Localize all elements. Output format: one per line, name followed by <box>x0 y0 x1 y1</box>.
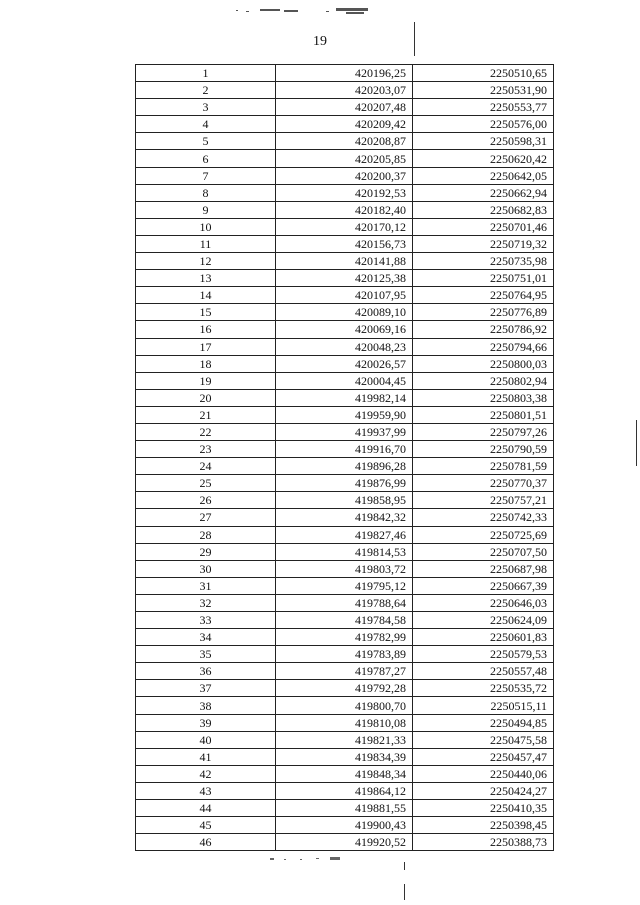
table-row <box>136 475 554 492</box>
point-number-cell: 1 <box>136 65 276 82</box>
x-coordinate-cell: 420207,48 <box>276 99 413 116</box>
table-row <box>136 372 554 389</box>
y-coordinate-cell: 2250646,03 <box>413 594 554 611</box>
coordinates-table-body <box>136 65 554 851</box>
y-coordinate-cell: 2250598,31 <box>413 133 554 150</box>
x-coordinate-cell: 419787,27 <box>276 663 413 680</box>
point-number-cell: 43 <box>136 782 276 799</box>
point-number-cell: 33 <box>136 612 276 629</box>
coordinates-table <box>135 64 554 851</box>
point-number-cell: 29 <box>136 543 276 560</box>
y-coordinate-cell: 2250553,77 <box>413 99 554 116</box>
y-coordinate-cell: 2250457,47 <box>413 748 554 765</box>
table-row <box>136 406 554 423</box>
y-coordinate-cell: 2250576,00 <box>413 116 554 133</box>
point-number-cell: 4 <box>136 116 276 133</box>
scan-artifact-line <box>404 862 405 870</box>
y-coordinate-cell: 2250794,66 <box>413 338 554 355</box>
x-coordinate-cell: 419896,28 <box>276 458 413 475</box>
scan-artifact-line <box>404 884 405 900</box>
x-coordinate-cell: 420209,42 <box>276 116 413 133</box>
x-coordinate-cell: 419842,32 <box>276 509 413 526</box>
table-row <box>136 355 554 372</box>
y-coordinate-cell: 2250764,95 <box>413 287 554 304</box>
point-number-cell: 15 <box>136 304 276 321</box>
point-number-cell: 37 <box>136 680 276 697</box>
x-coordinate-cell: 419858,95 <box>276 492 413 509</box>
y-coordinate-cell: 2250687,98 <box>413 560 554 577</box>
table-row <box>136 235 554 252</box>
x-coordinate-cell: 420141,88 <box>276 253 413 270</box>
x-coordinate-cell: 419982,14 <box>276 389 413 406</box>
y-coordinate-cell: 2250797,26 <box>413 423 554 440</box>
point-number-cell: 36 <box>136 663 276 680</box>
point-number-cell: 40 <box>136 731 276 748</box>
x-coordinate-cell: 420205,85 <box>276 150 413 167</box>
point-number-cell: 2 <box>136 82 276 99</box>
table-row <box>136 560 554 577</box>
x-coordinate-cell: 419827,46 <box>276 526 413 543</box>
y-coordinate-cell: 2250642,05 <box>413 167 554 184</box>
point-number-cell: 10 <box>136 218 276 235</box>
table-row <box>136 697 554 714</box>
scan-artifact-line <box>414 22 415 56</box>
y-coordinate-cell: 2250790,59 <box>413 441 554 458</box>
point-number-cell: 5 <box>136 133 276 150</box>
table-row <box>136 629 554 646</box>
x-coordinate-cell: 419788,64 <box>276 594 413 611</box>
point-number-cell: 16 <box>136 321 276 338</box>
point-number-cell: 34 <box>136 629 276 646</box>
x-coordinate-cell: 419795,12 <box>276 577 413 594</box>
x-coordinate-cell: 420196,25 <box>276 65 413 82</box>
y-coordinate-cell: 2250742,33 <box>413 509 554 526</box>
table-row <box>136 731 554 748</box>
y-coordinate-cell: 2250510,65 <box>413 65 554 82</box>
table-row <box>136 116 554 133</box>
point-number-cell: 28 <box>136 526 276 543</box>
table-row <box>136 526 554 543</box>
table-row <box>136 287 554 304</box>
y-coordinate-cell: 2250682,83 <box>413 201 554 218</box>
x-coordinate-cell: 419959,90 <box>276 406 413 423</box>
x-coordinate-cell: 420069,16 <box>276 321 413 338</box>
x-coordinate-cell: 420089,10 <box>276 304 413 321</box>
table-row <box>136 612 554 629</box>
table-row <box>136 800 554 817</box>
x-coordinate-cell: 419814,53 <box>276 543 413 560</box>
table-row <box>136 748 554 765</box>
x-coordinate-cell: 420192,53 <box>276 184 413 201</box>
y-coordinate-cell: 2250803,38 <box>413 389 554 406</box>
point-number-cell: 38 <box>136 697 276 714</box>
point-number-cell: 32 <box>136 594 276 611</box>
table-row <box>136 184 554 201</box>
table-row <box>136 389 554 406</box>
y-coordinate-cell: 2250388,73 <box>413 834 554 851</box>
point-number-cell: 24 <box>136 458 276 475</box>
table-row <box>136 201 554 218</box>
point-number-cell: 13 <box>136 270 276 287</box>
x-coordinate-cell: 419803,72 <box>276 560 413 577</box>
y-coordinate-cell: 2250757,21 <box>413 492 554 509</box>
y-coordinate-cell: 2250620,42 <box>413 150 554 167</box>
y-coordinate-cell: 2250624,09 <box>413 612 554 629</box>
point-number-cell: 11 <box>136 235 276 252</box>
point-number-cell: 9 <box>136 201 276 218</box>
point-number-cell: 31 <box>136 577 276 594</box>
point-number-cell: 3 <box>136 99 276 116</box>
x-coordinate-cell: 420026,57 <box>276 355 413 372</box>
point-number-cell: 23 <box>136 441 276 458</box>
x-coordinate-cell: 419920,52 <box>276 834 413 851</box>
table-row <box>136 594 554 611</box>
x-coordinate-cell: 420107,95 <box>276 287 413 304</box>
point-number-cell: 46 <box>136 834 276 851</box>
table-row <box>136 765 554 782</box>
y-coordinate-cell: 2250719,32 <box>413 235 554 252</box>
table-row <box>136 577 554 594</box>
point-number-cell: 6 <box>136 150 276 167</box>
point-number-cell: 27 <box>136 509 276 526</box>
y-coordinate-cell: 2250800,03 <box>413 355 554 372</box>
table-row <box>136 509 554 526</box>
y-coordinate-cell: 2250776,89 <box>413 304 554 321</box>
y-coordinate-cell: 2250424,27 <box>413 782 554 799</box>
x-coordinate-cell: 419881,55 <box>276 800 413 817</box>
x-coordinate-cell: 419783,89 <box>276 646 413 663</box>
y-coordinate-cell: 2250440,06 <box>413 765 554 782</box>
x-coordinate-cell: 419876,99 <box>276 475 413 492</box>
table-row <box>136 304 554 321</box>
x-coordinate-cell: 420208,87 <box>276 133 413 150</box>
point-number-cell: 19 <box>136 372 276 389</box>
y-coordinate-cell: 2250535,72 <box>413 680 554 697</box>
y-coordinate-cell: 2250531,90 <box>413 82 554 99</box>
x-coordinate-cell: 420048,23 <box>276 338 413 355</box>
table-row <box>136 834 554 851</box>
point-number-cell: 17 <box>136 338 276 355</box>
x-coordinate-cell: 419784,58 <box>276 612 413 629</box>
x-coordinate-cell: 419864,12 <box>276 782 413 799</box>
y-coordinate-cell: 2250781,59 <box>413 458 554 475</box>
scan-artifact-bottom <box>270 851 360 861</box>
table-row <box>136 817 554 834</box>
scan-artifact-line <box>636 420 637 466</box>
x-coordinate-cell: 419792,28 <box>276 680 413 697</box>
table-row <box>136 646 554 663</box>
y-coordinate-cell: 2250701,46 <box>413 218 554 235</box>
page-number: 19 <box>313 34 327 49</box>
point-number-cell: 44 <box>136 800 276 817</box>
y-coordinate-cell: 2250751,01 <box>413 270 554 287</box>
x-coordinate-cell: 419800,70 <box>276 697 413 714</box>
point-number-cell: 26 <box>136 492 276 509</box>
y-coordinate-cell: 2250770,37 <box>413 475 554 492</box>
x-coordinate-cell: 420200,37 <box>276 167 413 184</box>
table-row <box>136 543 554 560</box>
table-row <box>136 270 554 287</box>
x-coordinate-cell: 420170,12 <box>276 218 413 235</box>
x-coordinate-cell: 419916,70 <box>276 441 413 458</box>
x-coordinate-cell: 419782,99 <box>276 629 413 646</box>
table-row <box>136 714 554 731</box>
table-row <box>136 663 554 680</box>
point-number-cell: 12 <box>136 253 276 270</box>
table-row <box>136 82 554 99</box>
table-row <box>136 218 554 235</box>
point-number-cell: 22 <box>136 423 276 440</box>
y-coordinate-cell: 2250707,50 <box>413 543 554 560</box>
y-coordinate-cell: 2250801,51 <box>413 406 554 423</box>
scan-artifact-top <box>236 4 386 16</box>
y-coordinate-cell: 2250557,48 <box>413 663 554 680</box>
table-row <box>136 492 554 509</box>
point-number-cell: 45 <box>136 817 276 834</box>
table-row <box>136 65 554 82</box>
point-number-cell: 25 <box>136 475 276 492</box>
table-row <box>136 150 554 167</box>
x-coordinate-cell: 420203,07 <box>276 82 413 99</box>
y-coordinate-cell: 2250515,11 <box>413 697 554 714</box>
table-row <box>136 133 554 150</box>
x-coordinate-cell: 419834,39 <box>276 748 413 765</box>
x-coordinate-cell: 420004,45 <box>276 372 413 389</box>
y-coordinate-cell: 2250786,92 <box>413 321 554 338</box>
point-number-cell: 39 <box>136 714 276 731</box>
point-number-cell: 41 <box>136 748 276 765</box>
y-coordinate-cell: 2250662,94 <box>413 184 554 201</box>
x-coordinate-cell: 420125,38 <box>276 270 413 287</box>
y-coordinate-cell: 2250667,39 <box>413 577 554 594</box>
x-coordinate-cell: 419810,08 <box>276 714 413 731</box>
table-row <box>136 423 554 440</box>
y-coordinate-cell: 2250398,45 <box>413 817 554 834</box>
table-row <box>136 458 554 475</box>
table-row <box>136 441 554 458</box>
point-number-cell: 20 <box>136 389 276 406</box>
y-coordinate-cell: 2250494,85 <box>413 714 554 731</box>
y-coordinate-cell: 2250475,58 <box>413 731 554 748</box>
y-coordinate-cell: 2250410,35 <box>413 800 554 817</box>
point-number-cell: 7 <box>136 167 276 184</box>
x-coordinate-cell: 419848,34 <box>276 765 413 782</box>
point-number-cell: 42 <box>136 765 276 782</box>
y-coordinate-cell: 2250735,98 <box>413 253 554 270</box>
point-number-cell: 35 <box>136 646 276 663</box>
table-row <box>136 321 554 338</box>
x-coordinate-cell: 419900,43 <box>276 817 413 834</box>
table-row <box>136 167 554 184</box>
point-number-cell: 14 <box>136 287 276 304</box>
table-row <box>136 782 554 799</box>
table-row <box>136 253 554 270</box>
point-number-cell: 8 <box>136 184 276 201</box>
y-coordinate-cell: 2250579,53 <box>413 646 554 663</box>
point-number-cell: 21 <box>136 406 276 423</box>
x-coordinate-cell: 420182,40 <box>276 201 413 218</box>
x-coordinate-cell: 419937,99 <box>276 423 413 440</box>
y-coordinate-cell: 2250802,94 <box>413 372 554 389</box>
x-coordinate-cell: 420156,73 <box>276 235 413 252</box>
y-coordinate-cell: 2250725,69 <box>413 526 554 543</box>
table-row <box>136 338 554 355</box>
point-number-cell: 30 <box>136 560 276 577</box>
y-coordinate-cell: 2250601,83 <box>413 629 554 646</box>
table-row <box>136 99 554 116</box>
x-coordinate-cell: 419821,33 <box>276 731 413 748</box>
table-row <box>136 680 554 697</box>
point-number-cell: 18 <box>136 355 276 372</box>
